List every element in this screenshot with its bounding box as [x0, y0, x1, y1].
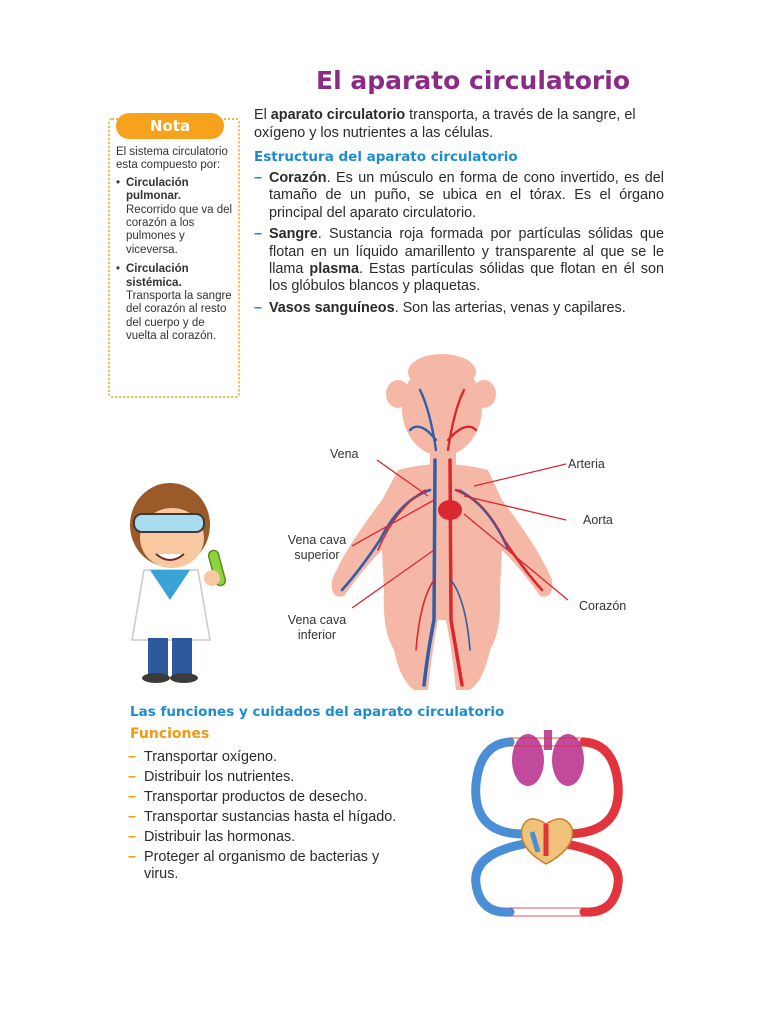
list-item: – Transportar sustancias hasta el hígado. [128, 809, 397, 825]
note-item: • Circulación pulmonar. Recorrido que va del corazón a los pulmones y viceversa. [116, 176, 233, 256]
list-item: – Transportar oxígeno. [128, 749, 278, 765]
note-item-term: Circulación sistémica [126, 263, 189, 289]
note-item: • Circulación sistémica. Transporta la sangre del corazón al resto del cuerpo y de vuelta al corazón. [116, 263, 232, 343]
estructura-list [254, 170, 664, 321]
note-item-text: Transporta la sangre del corazón al resto del cuerpo y de vuelta al corazón. [126, 290, 232, 343]
circulation-loop-diagram [462, 724, 632, 924]
label-vena: Vena [330, 447, 359, 461]
note-text [116, 146, 238, 350]
label-vena-cava-superior: Vena cava superior [287, 533, 347, 562]
label-corazon: Corazón [579, 599, 627, 613]
list-item: – Transportar productos de desecho. [128, 789, 368, 805]
label-aorta: Aorta [583, 513, 613, 527]
section-heading-estructura: Estructura del aparato circulatorio [254, 149, 518, 165]
intro-paragraph: El aparato circulatorio transporta, a través de la sangre, el oxígeno y los nutrientes a las células. [254, 107, 636, 141]
section-heading-funciones: Las funciones y cuidados del aparato circulatorio [130, 704, 505, 720]
subheading-funciones: Funciones [130, 726, 210, 742]
list-item: – Distribuir los nutrientes. [128, 769, 295, 785]
list-item: – Distribuir las hormonas. [128, 829, 296, 845]
scientist-kid-illustration [120, 470, 240, 690]
list-item: – Vasos sanguíneos. Son las arterias, venas y capilares. [254, 299, 626, 316]
page-title: El aparato circulatorio [316, 66, 630, 95]
label-arteria: Arteria [568, 457, 605, 471]
body-silhouette [332, 354, 553, 690]
note-intro: El sistema circulatorio esta compuesto por: [116, 146, 228, 172]
note-item-text: Recorrido que va del corazón a los pulmones y viceversa. [126, 203, 233, 256]
list-item: – Proteger al organismo de bacterias y virus. [128, 849, 380, 882]
note-item-term: Circulación pulmonar [126, 176, 189, 203]
heart-icon [522, 819, 573, 864]
heart-icon [438, 500, 462, 520]
note-badge: Nota [116, 113, 224, 139]
circulatory-body-diagram [270, 350, 600, 700]
funciones-list [128, 749, 408, 886]
list-item: – Corazón. Es un músculo en forma de cono invertido, es del tamaño de un puño, se ubica en el tórax. Es el órgano principal del aparato circulatorio. [254, 170, 664, 221]
label-vena-cava-inferior: Vena cava inferior [287, 613, 347, 642]
list-item: – Sangre. Sustancia roja formada por partículas sólidas que flotan en un líquido amarillento y transparente al que se le llama plasma. Estas partículas sólidas que flotan en él son los glóbulos blancos y plaquetas. [254, 226, 664, 295]
